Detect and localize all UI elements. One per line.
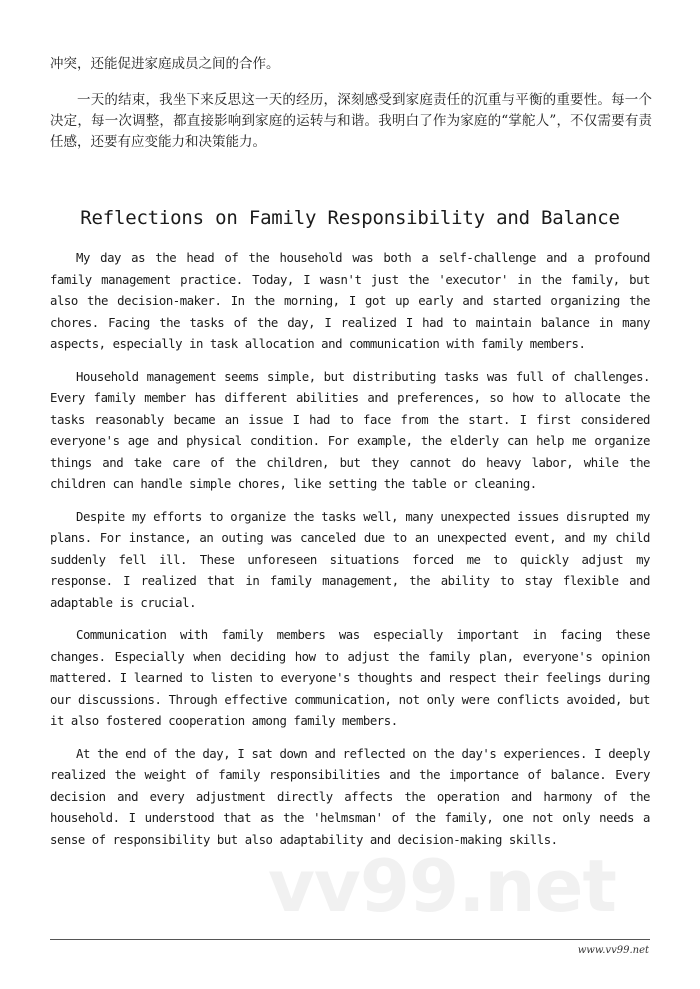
article-paragraph: At the end of the day, I sat down and reflected on the day's experiences. I deeply realized the weight of family responsibilities and the importance of balance. Every decision and every adjustment directly affects the operation and harmony of the household. I understood that as the 'helmsman' of the family, one not only needs a sense of responsibility but also adaptability and decision-making skills.	[50, 746, 650, 847]
footer-divider	[50, 939, 650, 940]
article-paragraph: Household management seems simple, but distributing tasks was full of challenges. Every family member has different abilities and preferences, so how to allocate the tasks reasonably became an issue I had to face from the start. I first considered everyone's age and physical condition. For example, the elderly can help me organize things and take care of the children, but they cannot do heavy labor, while the children can handle simple chores, like setting the table or cleaning.	[50, 369, 650, 491]
article-paragraph: My day as the head of the household was both a self-challenge and a profound family management practice. Today, I wasn't just the 'executor' in the family, but also the decision-maker. In the morning, I got up early and started organizing the chores. Facing the tasks of the day, I realized I had to maintain balance in many aspects, especially in task allocation and communication with family members.	[50, 251, 650, 351]
article-paragraph: Communication with family members was especially important in facing these changes. Especially when deciding how to adjust the family plan, everyone's opinion mattered. I learned to listen to everyone's thoughts and respect their feelings during our discussions. Through effective communication, not only were conflicts avoided, but it also fostered cooperation among family members.	[50, 628, 650, 728]
article-title: Reflections on Family Responsibility and Balance	[80, 207, 620, 229]
article-body	[50, 248, 650, 862]
article-paragraph: Despite my efforts to organize the tasks well, many unexpected issues disrupted my plans. For instance, an outing was canceled due to an unexpected event, and my child suddenly fell ill. These unforeseen situations forced me to quickly adjust my response. I realized that in family management, the ability to stay flexible and adaptable is crucial.	[50, 509, 650, 610]
watermark: vv99.net	[268, 844, 616, 928]
footer-url: www.vv99.net	[577, 945, 649, 956]
chinese-paragraph: 一天的结束，我坐下来反思这一天的经历，深刻感受到家庭责任的沉重与平衡的重要性。每一个决定，每一次调整，都直接影响到家庭的运转与和谐。我明白了作为家庭的“掌舵人”，不仅需要有责任感，还要有应变能力和决策能力。	[50, 92, 652, 150]
chinese-text-line: 冲突，还能促进家庭成员之间的合作。	[50, 56, 280, 72]
